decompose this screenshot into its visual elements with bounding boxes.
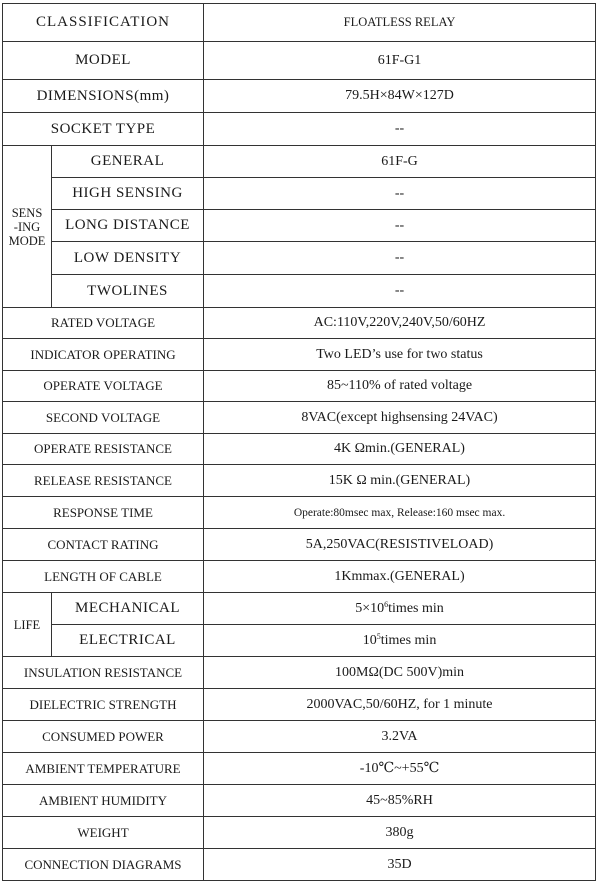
sensing-high-value: -- bbox=[204, 178, 596, 210]
row-sensing-general bbox=[3, 146, 596, 178]
operate-voltage-value: 85~110% of rated voltage bbox=[204, 371, 596, 402]
sensing-mode-label bbox=[3, 146, 52, 308]
row-ambient-temperature bbox=[3, 753, 596, 785]
model-label: MODEL bbox=[3, 42, 204, 80]
row-insulation-resistance bbox=[3, 657, 596, 689]
row-sensing-high bbox=[3, 178, 596, 210]
consumed-power-value: 3.2VA bbox=[204, 721, 596, 753]
sensing-mode-label-line1: SENS bbox=[11, 205, 43, 220]
life-mechanical-value-exponent: 6 bbox=[384, 600, 389, 609]
classification-label: CLASSIFICATION bbox=[3, 4, 204, 42]
row-operate-voltage bbox=[3, 371, 596, 402]
sensing-long-distance-value: -- bbox=[204, 210, 596, 242]
row-release-resistance bbox=[3, 465, 596, 497]
life-electrical-label: ELECTRICAL bbox=[52, 625, 204, 657]
length-of-cable-value: 1Kmmax.(GENERAL) bbox=[204, 561, 596, 593]
sensing-low-density-value: -- bbox=[204, 242, 596, 275]
operate-voltage-label: OPERATE VOLTAGE bbox=[3, 371, 204, 402]
row-operate-resistance bbox=[3, 434, 596, 465]
row-model bbox=[3, 42, 596, 80]
life-label: LIFE bbox=[3, 593, 52, 657]
ambient-humidity-value: 45~85%RH bbox=[204, 785, 596, 817]
row-contact-rating bbox=[3, 529, 596, 561]
sensing-low-density-label: LOW DENSITY bbox=[52, 242, 204, 275]
release-resistance-label: RELEASE RESISTANCE bbox=[3, 465, 204, 497]
indicator-operating-label: INDICATOR OPERATING bbox=[3, 339, 204, 371]
sensing-general-value: 61F-G bbox=[204, 146, 596, 178]
classification-value: FLOATLESS RELAY bbox=[204, 4, 596, 42]
contact-rating-value: 5A,250VAC(RESISTIVELOAD) bbox=[204, 529, 596, 561]
row-sensing-long-distance bbox=[3, 210, 596, 242]
row-sensing-twolines bbox=[3, 275, 596, 308]
row-life-mechanical bbox=[3, 593, 596, 625]
operate-resistance-value: 4K Ωmin.(GENERAL) bbox=[204, 434, 596, 465]
ambient-temperature-value: -10℃~+55℃ bbox=[204, 753, 596, 785]
response-time-label: RESPONSE TIME bbox=[3, 497, 204, 529]
life-electrical-value-unit: times min bbox=[380, 633, 437, 648]
dielectric-strength-value: 2000VAC,50/60HZ, for 1 minute bbox=[204, 689, 596, 721]
weight-value: 380g bbox=[204, 817, 596, 849]
socket-type-value: -- bbox=[204, 113, 596, 146]
sensing-twolines-value: -- bbox=[204, 275, 596, 308]
sensing-mode-label-line3: MODE bbox=[8, 233, 46, 248]
life-mechanical-label: MECHANICAL bbox=[52, 593, 204, 625]
row-dielectric-strength bbox=[3, 689, 596, 721]
row-life-electrical bbox=[3, 625, 596, 657]
rated-voltage-value: AC:110V,220V,240V,50/60HZ bbox=[204, 308, 596, 339]
row-sensing-low-density bbox=[3, 242, 596, 275]
model-value: 61F-G1 bbox=[204, 42, 596, 80]
sensing-high-label: HIGH SENSING bbox=[52, 178, 204, 210]
row-indicator-operating bbox=[3, 339, 596, 371]
row-socket-type bbox=[3, 113, 596, 146]
connection-diagrams-label: CONNECTION DIAGRAMS bbox=[3, 849, 204, 881]
socket-type-label: SOCKET TYPE bbox=[3, 113, 204, 146]
ambient-temperature-label: AMBIENT TEMPERATURE bbox=[3, 753, 204, 785]
response-time-value: Operate:80msec max, Release:160 msec max. bbox=[204, 497, 596, 529]
row-classification bbox=[3, 4, 596, 42]
dimensions-value: 79.5H×84W×127D bbox=[204, 80, 596, 113]
rated-voltage-label: RATED VOLTAGE bbox=[3, 308, 204, 339]
life-mechanical-value-unit: times min bbox=[388, 601, 444, 616]
consumed-power-label: CONSUMED POWER bbox=[3, 721, 204, 753]
indicator-operating-value: Two LED’s use for two status bbox=[204, 339, 596, 371]
row-ambient-humidity bbox=[3, 785, 596, 817]
row-weight bbox=[3, 817, 596, 849]
life-electrical-value bbox=[204, 625, 596, 657]
insulation-resistance-value: 100MΩ(DC 500V)min bbox=[204, 657, 596, 689]
sensing-twolines-label: TWOLINES bbox=[52, 275, 204, 308]
row-length-of-cable bbox=[3, 561, 596, 593]
row-response-time bbox=[3, 497, 596, 529]
row-connection-diagrams bbox=[3, 849, 596, 881]
second-voltage-value: 8VAC(except highsensing 24VAC) bbox=[204, 402, 596, 434]
life-mechanical-value-base: 5×10 bbox=[355, 601, 385, 616]
dielectric-strength-label: DIELECTRIC STRENGTH bbox=[3, 689, 204, 721]
life-mechanical-value bbox=[204, 593, 596, 625]
spec-table bbox=[2, 3, 596, 881]
sensing-general-label: GENERAL bbox=[52, 146, 204, 178]
connection-diagrams-value: 35D bbox=[204, 849, 596, 881]
ambient-humidity-label: AMBIENT HUMIDITY bbox=[3, 785, 204, 817]
weight-label: WEIGHT bbox=[3, 817, 204, 849]
row-consumed-power bbox=[3, 721, 596, 753]
row-second-voltage bbox=[3, 402, 596, 434]
sensing-mode-label-line2: -ING bbox=[13, 219, 41, 234]
release-resistance-value: 15K Ω min.(GENERAL) bbox=[204, 465, 596, 497]
life-electrical-value-exponent: 5 bbox=[376, 632, 381, 641]
operate-resistance-label: OPERATE RESISTANCE bbox=[3, 434, 204, 465]
second-voltage-label: SECOND VOLTAGE bbox=[3, 402, 204, 434]
row-rated-voltage bbox=[3, 308, 596, 339]
length-of-cable-label: LENGTH OF CABLE bbox=[3, 561, 204, 593]
sensing-long-distance-label: LONG DISTANCE bbox=[52, 210, 204, 242]
row-dimensions bbox=[3, 80, 596, 113]
life-electrical-value-base: 10 bbox=[362, 633, 377, 648]
dimensions-label: DIMENSIONS(mm) bbox=[3, 80, 204, 113]
contact-rating-label: CONTACT RATING bbox=[3, 529, 204, 561]
insulation-resistance-label: INSULATION RESISTANCE bbox=[3, 657, 204, 689]
